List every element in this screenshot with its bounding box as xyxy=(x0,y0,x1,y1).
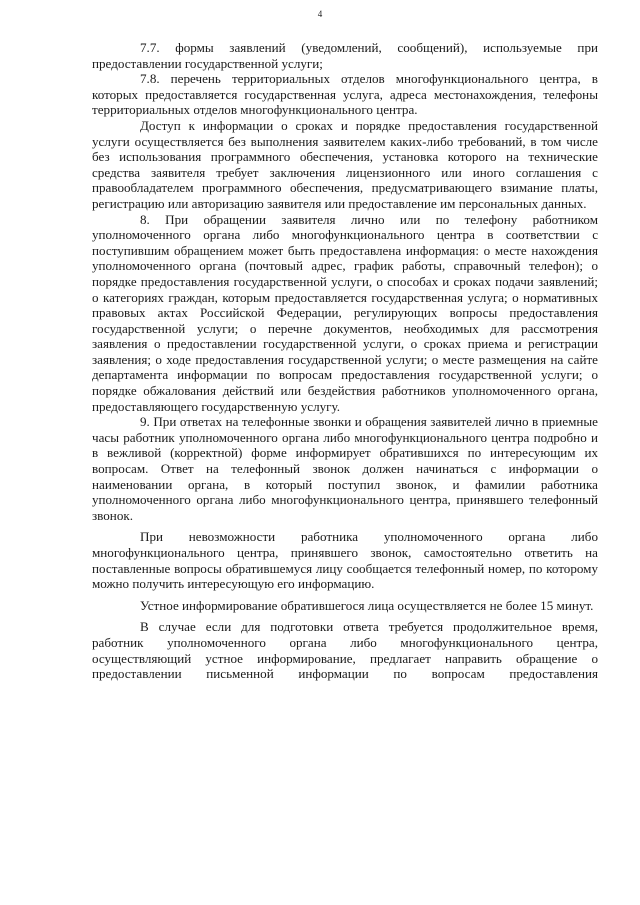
paragraph-8: 8. При обращении заявителя лично или по телефону работником уполномоченного органа либо многофункционального центра в соответствии с поступившим обращением может быть предоставлена информация: о месте нахождения уполномоченного органа (почтовый адрес, график работы, справочный телефон); о порядке предоставления государственной услуги, о способах и сроках подачи заявлений; о категориях граждан, которым предоставляется государственная услуга; о нормативных правовых актах Российской Федерации, регулирующих вопросы предоставления государственной услуги; о перечне документов, необходимых для рассмотрения заявления о предоставлении государственной услуги, о сроках приема и регистрации заявления; о ходе предоставления государственной услуги; о месте размещения на сайте департамента информации по вопросам предоставления государственной услуги; о порядке обжалования действий или бездействия работников уполномоченного органа, предоставляющего государственную услугу. xyxy=(92,211,598,414)
page-number: 4 xyxy=(317,9,323,19)
document-body xyxy=(92,40,598,682)
paragraph-oral-duration: Устное информирование обратившегося лица осуществляется не более 15 минут. xyxy=(140,597,594,613)
paragraph-impossibility: При невозможности работника уполномоченного органа либо многофункционального центра, принявшего звонок, самостоятельно ответить на поставленные вопросы обратившемуся лицу сообщается телефонный номер, по которому можно получить интересующую его информацию. xyxy=(92,529,598,592)
paragraph-9: 9. При ответах на телефонные звонки и обращения заявителей лично в приемные часы работник уполномоченного органа либо многофункционального центра подробно и в вежливой (корректной) форме информирует обратившихся по интересующим их вопросам. Ответ на телефонный звонок должен начинаться с информации о наименовании органа, в который поступил звонок, и фамилии работника уполномоченного органа либо многофункционального центра, принявшего телефонный звонок. xyxy=(92,414,598,523)
paragraph-access: Доступ к информации о сроках и порядке предоставления государственной услуги осуществляется без выполнения заявителем каких-либо требований, в том числе без использования программного обеспечения, установка которого на технические средства заявителя требует заключения лицензионного или иного соглашения с правообладателем программного обеспечения, предусматривающего взимание платы, регистрацию или авторизацию заявителя или предоставление им персональных данных. xyxy=(92,117,598,211)
paragraph-7-7: 7.7. формы заявлений (уведомлений, сообщений), используемые при предоставлении государственной услуги; xyxy=(92,40,598,71)
paragraph-written-request: В случае если для подготовки ответа требуется продолжительное время, работник уполномоченного органа либо многофункционального центра, осуществляющий устное информирование, предлагает направить обращение о предоставлении письменной информации по вопросам предоставления xyxy=(92,619,598,682)
paragraph-7-8: 7.8. перечень территориальных отделов многофункционального центра, в которых предоставляется государственная услуга, адреса местонахождения, телефоны территориальных отделов многофункционального центра. xyxy=(92,71,598,118)
